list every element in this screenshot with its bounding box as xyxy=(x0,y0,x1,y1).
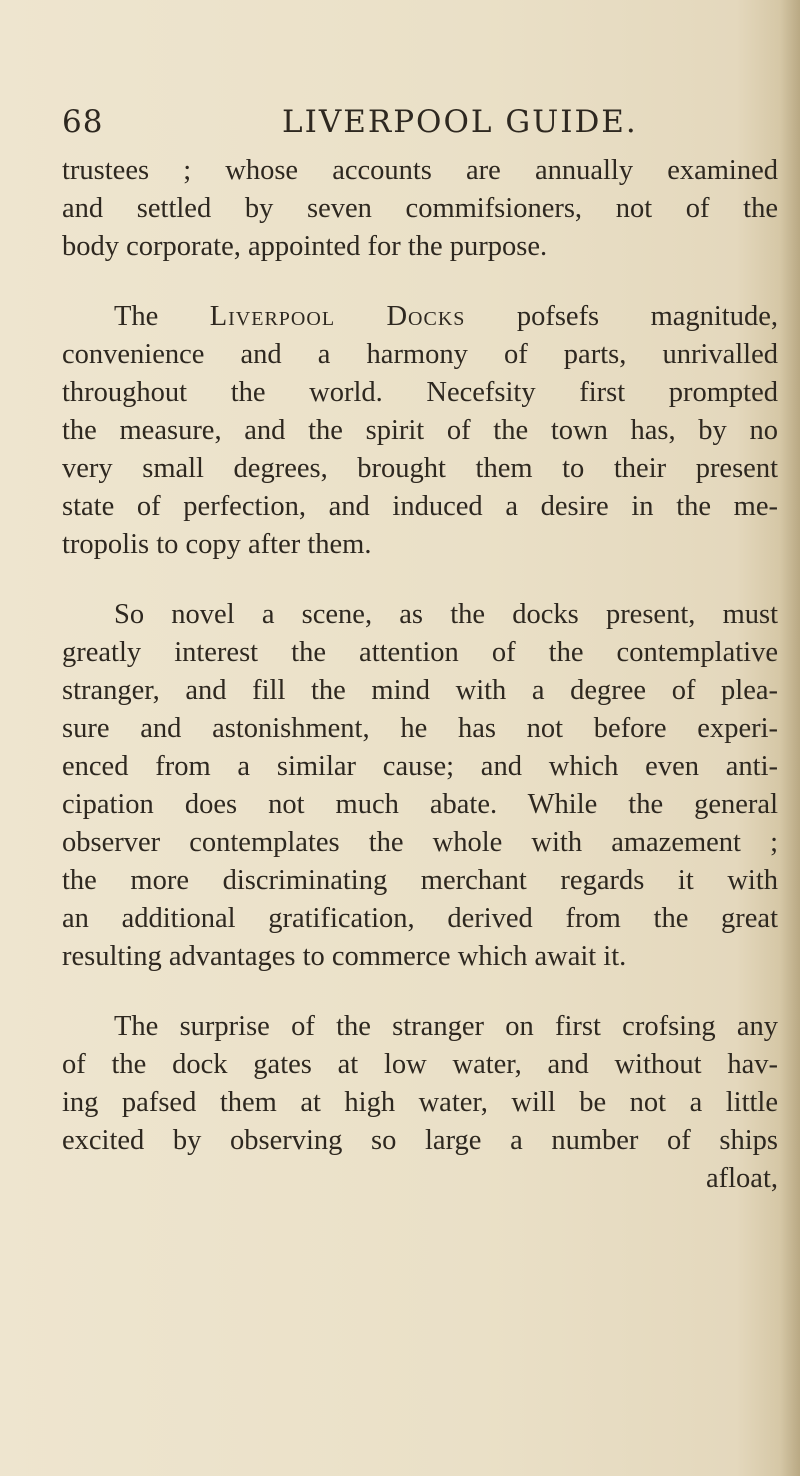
running-head xyxy=(62,104,762,144)
paragraph-1 xyxy=(62,152,778,266)
text-line: body corporate, appointed for the purpose. xyxy=(62,231,548,262)
text-fragment: The xyxy=(114,301,210,332)
catchword: afloat, xyxy=(705,1163,778,1194)
text-line: the measure, and the spirit of the town has, by no xyxy=(62,415,778,446)
text-line: sure and astonishment, he has not before experi- xyxy=(62,713,778,744)
text-line xyxy=(62,298,778,336)
paragraph-2 xyxy=(62,298,778,564)
text-line: convenience and a harmony of parts, unrivalled xyxy=(62,339,778,370)
running-title: LIVERPOOL GUIDE. xyxy=(282,104,638,140)
text-line: throughout the world. Necefsity first prompted xyxy=(62,377,778,408)
text-line: cipation does not much abate. While the general xyxy=(62,789,778,820)
text-line: excited by observing so large a number of ships xyxy=(62,1125,778,1156)
text-line: enced from a similar cause; and which even anti- xyxy=(62,751,778,782)
small-caps-docks: Docks xyxy=(386,301,466,332)
text-line: resulting advantages to commerce which await it. xyxy=(62,941,627,972)
text-line: ing pafsed them at high water, will be not a little xyxy=(62,1087,778,1118)
text-line: observer contemplates the whole with amazement ; xyxy=(62,827,778,858)
text-line: trustees ; whose accounts are annually examined xyxy=(62,155,778,186)
page-edge-shadow xyxy=(780,0,800,1476)
text-line: So novel a scene, as the docks present, must xyxy=(114,599,778,630)
text-line: the more discriminating merchant regards it with xyxy=(62,865,778,896)
body-text xyxy=(62,152,778,1230)
text-fragment xyxy=(335,301,386,332)
text-line: an additional gratification, derived from the great xyxy=(62,903,778,934)
text-line: state of perfection, and induced a desire in the me- xyxy=(62,491,778,522)
text-line: The surprise of the stranger on first crofsing any xyxy=(114,1011,778,1042)
paragraph-3 xyxy=(62,596,778,976)
text-line: greatly interest the attention of the contemplative xyxy=(62,637,778,668)
small-caps-liverpool: Liverpool xyxy=(209,301,336,332)
text-line: and settled by seven commifsioners, not of the xyxy=(62,193,778,224)
text-line: of the dock gates at low water, and without hav- xyxy=(62,1049,778,1080)
text-fragment: pofsefs magnitude, xyxy=(465,301,778,332)
paragraph-4 xyxy=(62,1008,778,1198)
text-line: very small degrees, brought them to their present xyxy=(62,453,778,484)
text-line: tropolis to copy after them. xyxy=(62,529,372,560)
page-number: 68 xyxy=(62,104,104,140)
text-line: stranger, and fill the mind with a degree of plea- xyxy=(62,675,778,706)
